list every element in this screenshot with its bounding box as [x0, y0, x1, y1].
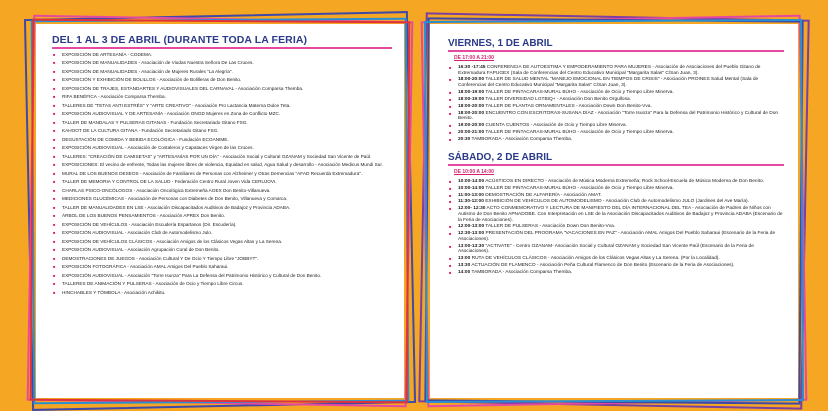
right-panel — [424, 18, 804, 404]
item-description: ACÚSTICOS EN DIRECTO - Asociación de Música Moderna Extremeña; Rock School-Escuela de Música Moderna de Don Benito. — [484, 178, 764, 184]
friday-underline — [448, 50, 784, 52]
item-description: ACTO CONMEMORATIVO Y LECTURA DE MANIFIESTO DEL DÍA INTERNACIONAL DEL TEA - Asociación de Padres de Niños con Autismo de Don Benito APNADOBE. Con Interpretación en LSE de la Asociación Discapacitados Auditivos de Badajoz y Provincia ADABA (Escenario de la Feria de Asociaciones). — [458, 206, 783, 223]
list-item: ■ TALLERES DE "TETAS ANTI ESTRÉS" Y "ARTE CREATIVO" - Asociación Pro Lactancia Materna Dulce Teta. — [52, 103, 392, 109]
item-description: ACTUACIÓN DE FLAMENCO - Asociación Peña Cultural Flamenco de Don Benito (Escenario de la Feria de Asociaciones). — [470, 263, 735, 269]
list-item — [448, 224, 784, 230]
list-item: ■ MEDICIONES GLUCÉMICAS - Asociación de Personas con Diabetes de Don Benito, Villanueva y Comarca. — [52, 196, 392, 202]
item-time: 13:30 — [458, 263, 471, 269]
item-time: 14:00 — [458, 270, 471, 276]
list-item: ■ DEMOSTRACIONES DE JUEGOS - Asociación Cultural Y De Ocio Y Tiempo Libre "JOBBYT". — [52, 256, 392, 262]
list-item — [448, 199, 784, 205]
item-time: 12:30-13:00 — [458, 231, 485, 237]
list-item: ■ EXPOSICIÓN AUDIOVISUAL - Asociación Club de Automodelismo Julo. — [52, 230, 392, 236]
list-item — [448, 256, 784, 262]
list-item — [448, 244, 784, 255]
saturday-item-list — [448, 179, 784, 276]
list-item: ■ EXPOSICIÓN AUDIOVISUAL Y DE ARTESANÍA - Asociación ONGD Mujeres en Zona de Conflicto MZC. — [52, 111, 392, 117]
item-time: 18:00-19:00 — [458, 96, 485, 102]
list-item — [448, 90, 784, 96]
item-description: ENCUENTRO CON ESCRITORAS-SUSANA DÍAZ - Asociación "Torre Isunza" Para la Defensa del Patrimonio Histórico y Cultural de Don Benito. — [458, 110, 779, 122]
item-time: 12:00- 12:30 — [458, 206, 486, 212]
item-time: 13:00 — [458, 256, 471, 262]
item-time: 11:00-13:00 — [458, 192, 484, 198]
item-time: 16:30 -17:45 — [458, 65, 486, 70]
list-item — [448, 263, 784, 269]
list-item: ■ EXPOSICIÓN DE MANUALIDADES - Asociación de Mujeres Rurales "La Alegría". — [52, 69, 392, 75]
list-item: ■ HINCHABLES Y TÓMBOLA - Asociación Achikitu. — [52, 290, 392, 296]
list-item: ■ EXPOSICIÓN AUDIOVISUAL - Asociación "Torre Isunza" Para La Defensa del Patrimonio Histórico y Cultural de Don Benito. — [52, 273, 392, 279]
saturday-title: SÁBADO, 2 DE ABRIL — [448, 151, 553, 163]
list-item — [448, 231, 784, 242]
list-item — [448, 193, 784, 199]
item-time: 18:00-20:00 — [458, 77, 485, 83]
friday-time: DE 17:00 A 21:00 — [454, 55, 494, 61]
list-item: ■ DEGUSTACIÓN DE COMIDA Y BEBIDA ECOLÓGICA - Fundación ECOANIME. — [52, 137, 392, 143]
list-item — [448, 270, 784, 276]
list-item — [448, 123, 784, 129]
list-item: ■ EXPOSICIÓN Y EXHIBICIÓN DE BOLILLOS - Asociación de Bolilleras de Don Benito. — [52, 77, 392, 83]
list-item — [448, 104, 784, 110]
item-description: TALLER DE PINTACARAS-MURAL BÚHO - Asociación de Ocio y Tiempo Libre Minerva. — [484, 89, 674, 95]
list-item: ■ EXPOSICIÓN DE VEHÍCULOS CLÁSICOS - Asociación Amigos de los Clásicos Vegas Altas y La Serena. — [52, 239, 392, 245]
saturday-underline — [448, 164, 784, 166]
item-description: DEMOSTRACIÓN DE ALFARERÍA - Asociación AMAT. — [483, 192, 602, 198]
friday-title: VIERNES, 1 DE ABRIL — [448, 38, 553, 49]
list-item — [448, 130, 784, 136]
item-description: TALLER DE PINTACARAS-MURAL BÚHO - Asociación de Ocio y Tiempo Libre Minerva. — [484, 130, 674, 136]
item-time: 18:00-20:00 — [458, 103, 485, 109]
list-item — [448, 186, 784, 192]
list-item: ■ EXPOSICIÓN AUDIOVISUAL - Asociación de Costaleros y Capataces Virgen de las Cruces. — [52, 145, 392, 151]
item-time: 10:00-14:00 — [458, 185, 485, 191]
item-time: 20:00-21:00 — [458, 130, 485, 136]
list-item — [448, 111, 784, 122]
saturday-time: DE 10:00 A 14:00 — [454, 168, 494, 175]
list-item — [448, 97, 784, 103]
list-item: ■ EXPOSICIÓN DE TRAJES, ESTANDARTES Y AUDIOVISUALES DEL CARNAVAL - Asociación Comparsa Themba. — [52, 86, 392, 92]
item-description: CUENTA CUENTOS - Asociación de Ocio y Tiempo Libre Minerva. — [484, 123, 627, 129]
left-item-list — [52, 52, 392, 295]
list-item: ■ TALLERES DE ANIMACIÓN Y PULSERAS - Asociación de Ocio y Tiempo Libre Circus. — [52, 281, 392, 287]
item-time: 11:30-12:00 — [458, 199, 484, 205]
list-item: ■ MURAL DE LOS BUENOS DESEOS - Asociación de Familiares de Personas con Alzheimer y Otras Demencias "AFAD Recuerda Extremadura". — [52, 171, 392, 177]
item-description: TALLER DE PULSERAS - Asociación Down Don Benito-Vva. — [484, 224, 616, 230]
list-item: ■ RIFA BENÉFICA - Asociación Comparsa Themba. — [52, 94, 392, 100]
list-item: ■ EXPOSICIÓN AUDIOVISUAL - Asociación Agrupación Coral de Don Benito. — [52, 247, 392, 253]
item-description: EXHIBICIÓN DE VEHÍCULOS DE AUTOMODELISMO - Asociación Club de Automodelismo JULO (Jardines del Ave María). — [483, 199, 749, 205]
list-item — [448, 77, 784, 88]
title-underline — [52, 47, 392, 49]
left-panel — [30, 18, 410, 404]
left-page — [36, 24, 404, 398]
list-item — [448, 206, 784, 223]
list-item: ■ CHARLAS PSICO-ONCÓLOGOS - Asociación Oncológica Extremeña AOEX Don Benito-Villanueva. — [52, 188, 392, 194]
list-item: ■ EXPOSICIÓN FOTOGRÁFICA - Asociación AMAL Amigos Del Pueblo Saharaui. — [52, 264, 392, 270]
right-page — [430, 24, 798, 398]
item-description: TAMBORADA - Asociación Comparsa Themba. — [470, 136, 573, 142]
item-description: TALLER DE SALUD MENTAL "MANEJO EMOCIONAL EN TIEMPOS DE CRISIS" - Asociación PROINES Salud Mental (Sala de Conferencias del Centro Educativo Municipal "Margarita Salas" C/San Juan, 3). — [458, 77, 759, 89]
list-item: ■ ÁRBOL DE LOS BUENOS PENSAMIENTOS - Asociación APREX Don Benito. — [52, 213, 392, 219]
item-description: TALLER DIVERSIDAD LGTBIQ+ - Asociación Don Benito Orgullosa. — [484, 96, 631, 102]
list-item: ■ KAHOOT DE LA CULTURA GITANA - Fundación Secretariado Gitano FSG. — [52, 128, 392, 134]
item-description: TALLER DE PLANTAS ORNAMENTALES - Asociación Down Don Benito-Vva. — [484, 103, 652, 109]
item-time: 19:00-20:00 — [458, 123, 485, 129]
list-item — [448, 179, 784, 185]
item-description: PRESENTACIÓN DEL PROGRAMA "VACACIONES EN PAZ" - Asociación AMAL Amigos Del Pueblo Saharaui (Escenario de la Feria de Asociaciones). — [458, 231, 776, 242]
item-time: 18:00-19:00 — [458, 89, 485, 95]
item-description: TALLER DE PINTACARAS-MURAL BÚHO - Asociación de Ocio y Tiempo Libre Minerva. — [484, 185, 674, 191]
list-item: ■ TALLER DE MANUALIDADES EN LSE - Asociación Discapacitados Auditivos de Badajoz y Provincia ADABA. — [52, 205, 392, 211]
list-item: ■ TALLER DE MEMORIA Y CONTROL DE LA SALUD - Federación Centro Rural Joven Vida CERUJOVI. — [52, 179, 392, 185]
item-time: 13:00-13:30 — [458, 243, 485, 249]
list-item: ■ EXPOSICIÓN DE MANUALIDADES - Asociación de Viudas Nuestra Señora De Las Cruces. — [52, 60, 392, 66]
list-item: ■ EXPOSICIÓN DE ARTESANÍA - CODEMA. — [52, 52, 392, 58]
item-description: RUTA DE VEHÍCULOS CLÁSICOS - Asociación Amigos de los Clásicos Vegas Altas y La Serena. (Por la Localidad). — [470, 256, 720, 262]
item-description: TAMBORADA - Asociación Comparsa Themba. — [470, 270, 573, 276]
item-description: "ACTIVATE" - Centro OZANAM- Asociación Social y Cultural OZANAM y Sociedad San Vicente Paúl (Escenario de la Feria de Asociaciones). — [458, 243, 754, 255]
list-item — [448, 137, 784, 143]
list-item: ■ TALLERES: "CREACIÓN DE CAMISETAS" y "ARTESANÍAS POR UN DÍA" - Asociación Social y Cultural OZANAM y Sociedad San Vicente de Paúl. — [52, 154, 392, 160]
list-item: ■ EXPOSICIÓN DE VEHÍCULOS - Asociación Escudería Espartanos (Dir. Escudería). — [52, 222, 392, 228]
left-title: DEL 1 AL 3 DE ABRIL (DURANTE TODA LA FERIA) — [52, 34, 308, 46]
list-item: ■ EXPOSICIONES: El vecino de enfrente, Todas las mujeres libres de violencia, Equidad en salud, Agua Salud y desarrollo - Asociación Medicus Mundi Sur. — [52, 162, 392, 168]
item-time: 18:00-20:00 — [458, 110, 485, 116]
list-item: ■ TALLER DE MANDALAS Y PULSERAS GITANAS - Fundación Secretariado Gitano FSG. — [52, 120, 392, 126]
item-time: 12:00-13:00 — [458, 224, 485, 230]
item-time: 10:00-14:00 — [458, 178, 485, 184]
item-description: CONFERENCIA DE AUTOESTIMA Y EMPODERAMIENTO PARA MUJERES - Asociación de Asociaciones del Pueblo Gitano de Extremadura FAPUGEX (Sala de Conferencias del Centro Educativo Municipal "Margarita Salas" C/San Juan, 3). — [458, 65, 761, 76]
item-time: 20:30 — [458, 136, 471, 142]
list-item — [448, 65, 784, 76]
friday-item-list — [448, 65, 784, 143]
